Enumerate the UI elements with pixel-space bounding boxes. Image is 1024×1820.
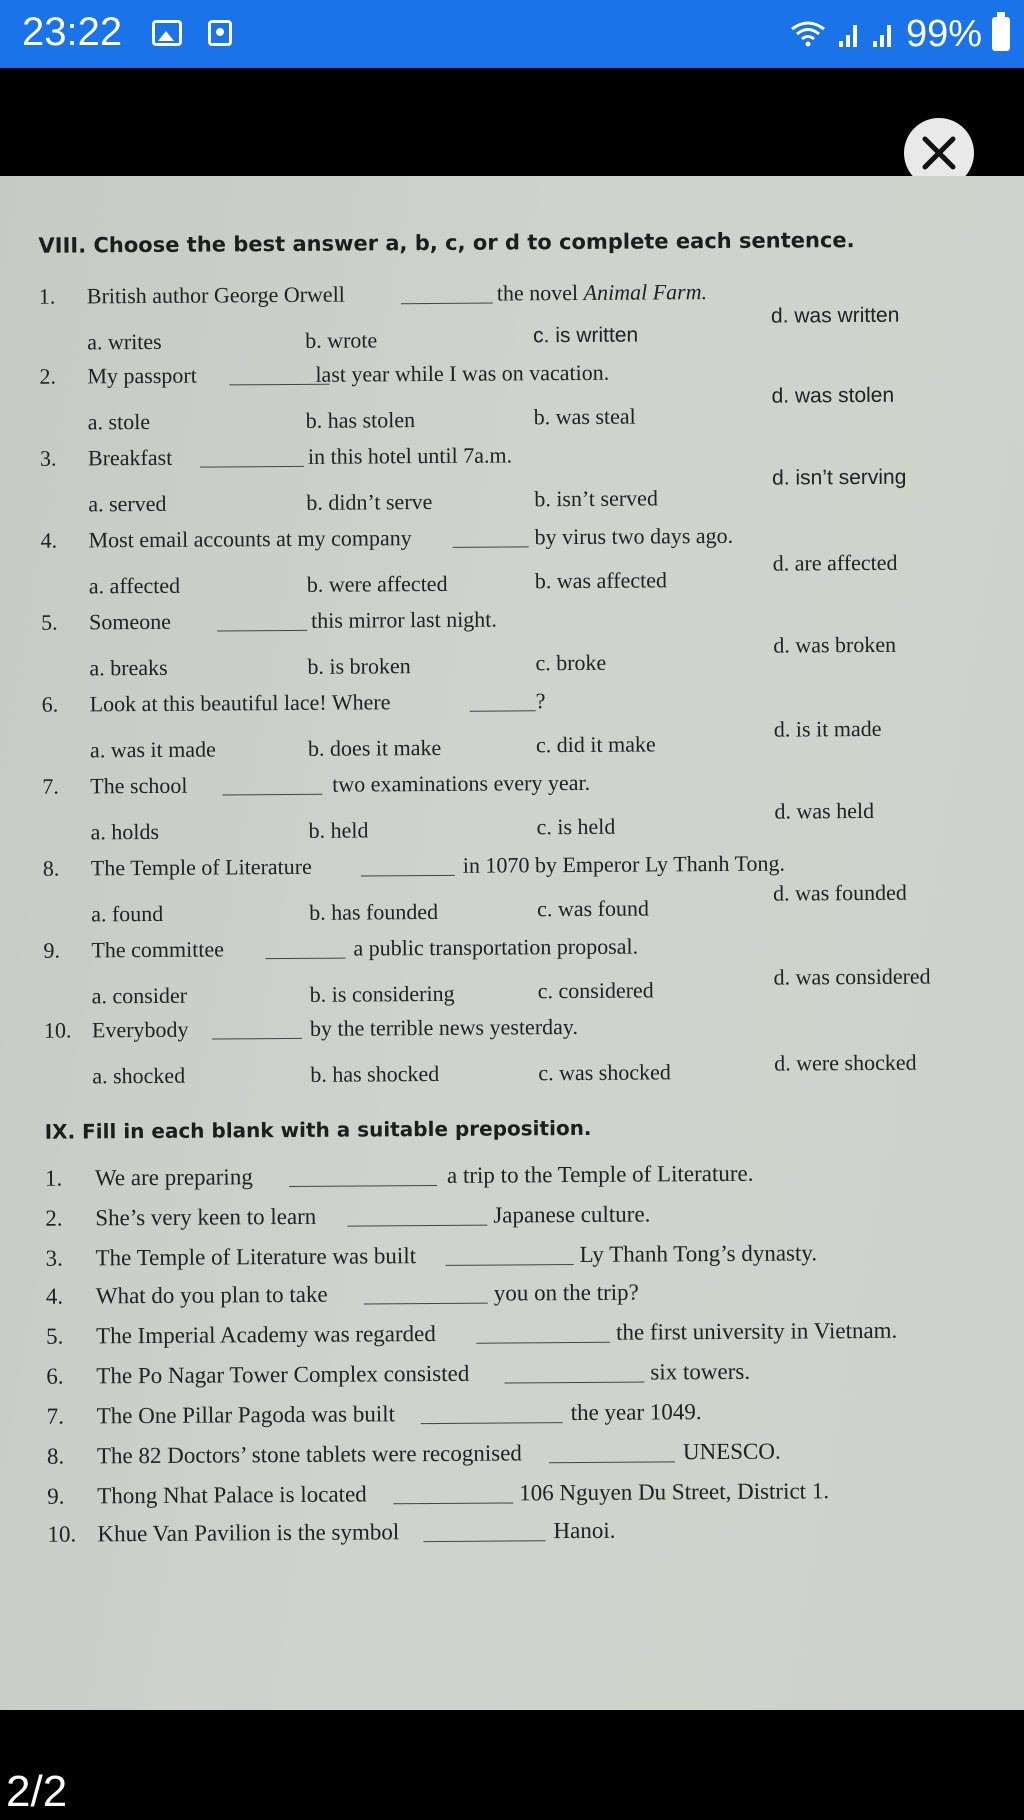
question-rest: ? (535, 688, 546, 714)
battery-icon (992, 17, 1010, 51)
item-rest: Hanoi. (553, 1517, 616, 1544)
item-text: Khue Van Pavilion is the symbol (97, 1519, 400, 1547)
option-b: b. has founded (309, 898, 439, 925)
item-number: 1. (44, 1165, 63, 1191)
question-number: 3. (39, 445, 57, 471)
option-d: d. isn’t serving (772, 465, 907, 490)
answer-blank (446, 1264, 574, 1266)
option-b: b. does it make (307, 734, 442, 761)
question-number: 10. (43, 1017, 72, 1043)
option-b: b. held (308, 817, 369, 843)
signal-icon (872, 19, 896, 49)
viewer-bottom-bar (0, 1710, 1024, 1820)
answer-blank (364, 1303, 488, 1305)
option-a: a. stole (87, 408, 151, 435)
question-number: 2. (39, 363, 56, 389)
question-text: Breakfast (87, 444, 173, 471)
status-icons (788, 10, 1010, 58)
page-indicator: 2/2 (6, 1767, 68, 1816)
question-text: The committee (91, 936, 225, 963)
item-text: The Po Nagar Tower Complex consisted (96, 1360, 470, 1389)
item-rest: Japanese culture. (493, 1201, 651, 1228)
option-d: d. was stolen (771, 383, 895, 408)
answer-blank (401, 303, 493, 305)
item-number: 4. (45, 1283, 64, 1309)
answer-blank (212, 1038, 302, 1040)
option-b: b. didn’t serve (306, 488, 433, 515)
record-icon (208, 20, 232, 46)
item-text: Thong Nhat Palace is located (97, 1481, 367, 1509)
image-icon (152, 20, 182, 46)
question-number: 9. (43, 937, 60, 963)
worksheet (0, 176, 1024, 1710)
option-a: a. shocked (92, 1062, 186, 1089)
option-c: b. was affected (534, 567, 668, 594)
item-text: The Temple of Literature was built (95, 1243, 417, 1271)
question-rest: by virus two days ago. (534, 522, 734, 550)
question-rest: in this hotel until 7a.m. (307, 442, 513, 469)
answer-blank (424, 1540, 546, 1542)
option-a: a. holds (90, 818, 160, 845)
question-text: Someone (89, 608, 172, 635)
question-text: Most email accounts at my company (88, 525, 412, 553)
answer-blank (393, 1502, 513, 1504)
item-number: 3. (45, 1245, 63, 1271)
item-rest: the year 1049. (570, 1399, 702, 1426)
option-d: d. was founded (772, 879, 907, 906)
option-c: b. was steal (533, 403, 636, 430)
option-c: c. was shocked (538, 1059, 671, 1086)
option-c: c. was found (537, 895, 650, 922)
question-number: 4. (40, 527, 58, 553)
item-rest: you on the trip? (493, 1279, 639, 1306)
section-ix-heading: IX. Fill in each blank with a suitable preposition. (44, 1115, 592, 1144)
item-number: 10. (47, 1521, 77, 1547)
wifi-icon (788, 19, 828, 49)
photo-viewer (0, 176, 1024, 1710)
question-text: Everybody (91, 1016, 189, 1043)
question-text: British author George Orwell (86, 281, 345, 309)
answer-blank (265, 958, 345, 960)
item-rest: the first university in Vietnam. (615, 1317, 898, 1345)
signal-icon (838, 19, 862, 49)
item-number: 8. (46, 1443, 65, 1469)
answer-blank (361, 875, 455, 877)
question-text: Look at this beautiful lace! Where (89, 689, 391, 717)
item-rest: Ly Thanh Tong’s dynasty. (579, 1240, 818, 1267)
close-icon (921, 135, 957, 171)
option-c: c. is held (536, 813, 616, 840)
question-rest: this mirror last night. (311, 606, 497, 633)
item-number: 2. (45, 1205, 63, 1231)
question-text: The Temple of Literature (90, 853, 312, 881)
answer-blank (347, 1225, 487, 1227)
option-c: c. did it make (535, 731, 656, 758)
option-a: a. consider (91, 982, 188, 1009)
option-a: a. was it made (89, 736, 216, 763)
option-c: c. considered (537, 977, 654, 1004)
item-text: The 82 Doctors’ stone tablets were recognised (96, 1440, 522, 1469)
question-rest-text: the novel (496, 279, 579, 306)
answer-blank (470, 710, 536, 711)
answer-blank (222, 794, 322, 796)
option-b: b. wrote (305, 327, 378, 353)
item-rest: UNESCO. (682, 1438, 781, 1465)
answer-blank (453, 546, 529, 548)
option-b: b. is considering (309, 980, 455, 1007)
question-rest: by the terrible news yesterday. (309, 1013, 579, 1041)
status-time: 23:22 (22, 10, 123, 54)
option-b: b. is broken (307, 653, 411, 679)
option-d: d. were shocked (774, 1049, 917, 1076)
answer-blank (217, 630, 307, 632)
question-number: 7. (42, 773, 59, 799)
question-rest: two examinations every year. (332, 769, 591, 797)
item-text: What do you plan to take (95, 1281, 328, 1309)
option-a: a. served (88, 490, 167, 517)
option-d: d. are affected (772, 549, 898, 576)
question-rest: in 1070 by Emperor Ly Thanh Tong. (462, 850, 786, 878)
status-bar (0, 0, 1024, 68)
option-b: b. were affected (306, 570, 448, 597)
option-a: a. found (91, 900, 164, 927)
section-viii-heading: VIII. Choose the best answer a, b, c, or d to complete each sentence. (38, 228, 855, 258)
answer-blank (549, 1461, 675, 1463)
option-b: b. has stolen (305, 407, 416, 433)
option-c: c. broke (535, 649, 607, 676)
item-text: She’s very keen to learn (95, 1203, 317, 1231)
option-c: b. isn’t served (534, 485, 658, 512)
option-a: a. affected (88, 572, 181, 599)
answer-blank (421, 1422, 563, 1424)
option-d: d. was broken (773, 631, 897, 658)
option-d: d. was considered (773, 963, 931, 990)
option-d: d. is it made (773, 715, 882, 742)
item-rest: six towers. (650, 1358, 751, 1385)
battery-percent: 99% (905, 12, 982, 55)
question-number: 6. (41, 691, 59, 717)
item-rest: 106 Nguyen Du Street, District 1. (519, 1478, 830, 1506)
item-number: 5. (46, 1323, 64, 1349)
item-number: 6. (46, 1363, 64, 1389)
question-rest: a public transportation proposal. (353, 933, 639, 961)
option-d: d. was held (774, 797, 875, 824)
item-text: The One Pillar Pagoda was built (96, 1401, 396, 1429)
option-a: a. breaks (89, 654, 168, 681)
answer-blank (504, 1382, 644, 1384)
item-number: 7. (46, 1403, 64, 1429)
option-a: a. writes (87, 328, 162, 355)
answer-blank (200, 466, 304, 468)
question-number: 8. (42, 855, 60, 881)
option-b: b. has shocked (310, 1060, 440, 1087)
answer-blank (229, 384, 329, 386)
question-number: 1. (38, 283, 56, 309)
item-rest: a trip to the Temple of Literature. (446, 1160, 754, 1188)
item-number: 9. (47, 1483, 65, 1509)
item-text: We are preparing (94, 1164, 253, 1191)
question-text: My passport (87, 362, 197, 389)
answer-blank (289, 1185, 437, 1187)
answer-blank (476, 1342, 610, 1344)
question-rest (497, 279, 707, 306)
item-text: The Imperial Academy was regarded (96, 1320, 436, 1349)
question-number: 5. (41, 609, 58, 635)
option-d: d. was written (770, 303, 900, 328)
question-text: The school (90, 772, 188, 799)
novel-title: Animal Farm. (583, 279, 708, 305)
question-rest: last year while I was on vacation. (315, 359, 610, 387)
option-c: c. is written (533, 323, 639, 348)
